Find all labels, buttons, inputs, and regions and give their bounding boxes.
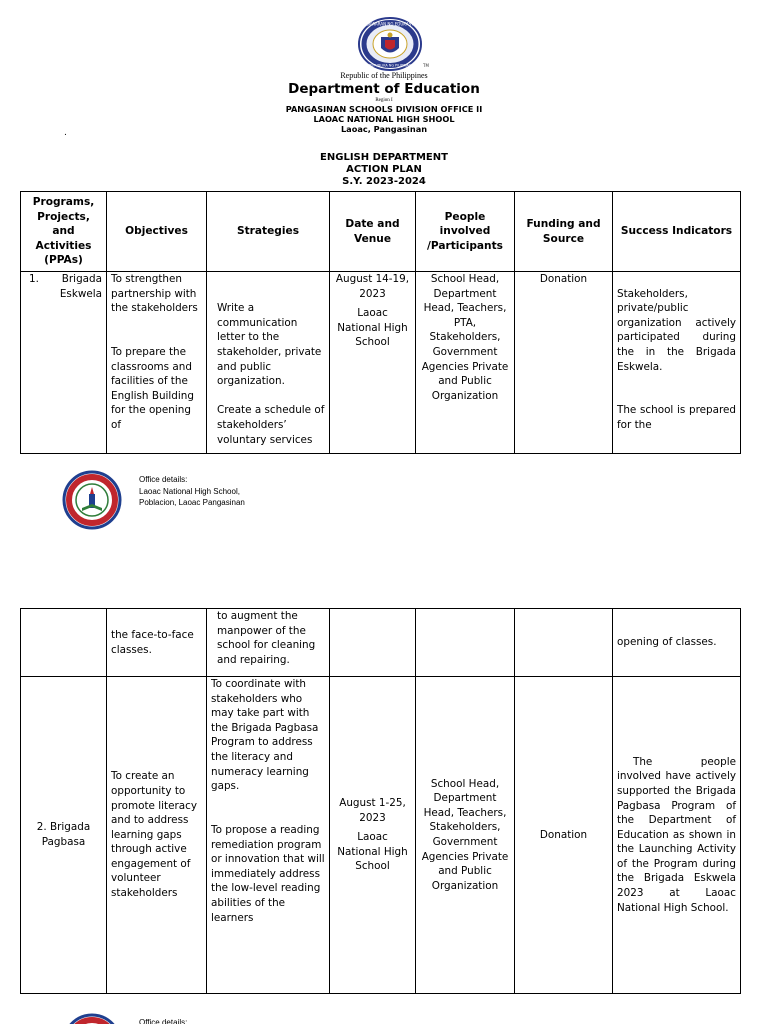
table-row (21, 677, 741, 994)
header-success: Success Indicators (613, 192, 741, 272)
table-header-row (21, 192, 741, 272)
school-logo-icon (62, 1013, 122, 1024)
ppa-number: 1. (29, 273, 39, 285)
header-strategies: Strategies (207, 192, 330, 272)
seal-text: KAGAWARAN NG EDUKASYON (360, 21, 420, 27)
table-row (21, 272, 741, 454)
objective-text: To prepare the classrooms and facilities of the English Building for the opening of (111, 345, 194, 431)
plan-department: ENGLISH DEPARTMENT (320, 152, 448, 163)
strategy-text: Create a schedule of stakeholders’ voluntary services (217, 404, 325, 446)
objectives-cell (107, 272, 207, 454)
republic-label: Republic of the Philippines (340, 71, 428, 80)
success-cell: The people involved have actively supported the Brigada Pagbasa Program of the Department of Education as shown in the Launching Activity of the Program during the Brigada Eskwela 2023 at Laoac National High School. (613, 677, 741, 994)
strategies-cell: to augment the manpower of the school for cleaning and repairing. (207, 609, 330, 677)
date-text: August 1-25, 2023 (339, 797, 406, 824)
school-name: LAOAC NATIONAL HIGH SHOOL (313, 114, 455, 124)
plan-school-year: S.Y. 2023-2024 (342, 176, 426, 187)
strategy-text: To coordinate with stakeholders who may take part with the Brigada Pagbasa Program to address the literacy and numeracy learning gaps. (211, 678, 319, 793)
ppa-cell (21, 609, 107, 677)
people-cell (416, 609, 515, 677)
objectives-cell: the face-to-face classes. (107, 609, 207, 677)
deped-seal-icon (357, 17, 423, 71)
plan-name: ACTION PLAN (346, 164, 422, 175)
venue-text: Laoac National High School (337, 831, 408, 873)
strategies-cell (207, 677, 330, 994)
date-venue-cell (330, 677, 416, 994)
table-row (21, 609, 741, 677)
trademark-mark: TM (423, 63, 429, 68)
header-people: People involved /Participants (416, 192, 515, 272)
school-location: Laoac, Pangasinan (340, 124, 428, 134)
action-plan-table (20, 191, 741, 454)
strategy-text: Write a communication letter to the stakeholder, private and public organization. (217, 302, 322, 388)
ppa-name: Brigada Eskwela (59, 273, 102, 300)
division-block (0, 104, 768, 134)
ppa-cell: 2. Brigada Pagbasa (21, 677, 107, 994)
office-details (139, 474, 245, 509)
date-text: August 14-19, 2023 (335, 273, 410, 300)
plan-title-block (0, 152, 768, 188)
office-details-line: Poblacion, Laoac Pangasinan (139, 498, 245, 507)
strategies-cell (207, 272, 330, 454)
office-details (139, 1017, 187, 1024)
division-name: PANGASINAN SCHOOLS DIVISION OFFICE II (285, 104, 483, 114)
strategy-text: To propose a reading remediation program or innovation that will immediately address the low-level reading abilities of the learners (211, 823, 325, 924)
region-label: Region I (375, 98, 393, 103)
header-ppas: Programs, Projects, and Activities (PPAs) (21, 192, 107, 272)
seal-subtext: REPUBLIKA NG PILIPINAS (368, 63, 412, 68)
office-footer (62, 1013, 362, 1024)
objectives-cell: To create an opportunity to promote literacy and to address learning gaps through active engagement of volunteer stakeholders (107, 677, 207, 994)
objective-text: To strengthen partnership with the stakeholders (111, 273, 198, 315)
office-details-line: Laoac National High School, (139, 486, 240, 496)
funding-cell (515, 609, 613, 677)
office-footer (62, 470, 362, 530)
date-venue-cell (330, 609, 416, 677)
people-cell: School Head, Department Head, Teachers, PTA, Stakeholders, Government Agencies Private and Public Organization (416, 272, 515, 454)
header-objectives: Objectives (107, 192, 207, 272)
stray-mark: . (64, 128, 67, 138)
date-venue-cell (330, 272, 416, 454)
office-details-label: Office details: (139, 475, 188, 484)
success-cell: opening of classes. (613, 609, 741, 677)
header-date-venue: Date and Venue (330, 192, 416, 272)
success-text: The school is prepared for the (617, 404, 736, 431)
department-title: Department of Education (288, 81, 480, 97)
funding-cell: Donation (515, 677, 613, 994)
school-logo-icon (62, 470, 122, 530)
ppa-cell (21, 272, 107, 454)
success-cell (613, 272, 741, 454)
success-text: Stakeholders, private/public organization actively participated during the in the Brigada Eskwela. (617, 287, 736, 373)
office-details-label: Office details: (139, 1018, 188, 1024)
action-plan-table-continued (20, 608, 741, 994)
people-cell: School Head, Department Head, Teachers, Stakeholders, Government Agencies Private and Public Organization (416, 677, 515, 994)
funding-cell: Donation (515, 272, 613, 454)
header-funding: Funding and Source (515, 192, 613, 272)
venue-text: Laoac National High School (337, 307, 408, 349)
